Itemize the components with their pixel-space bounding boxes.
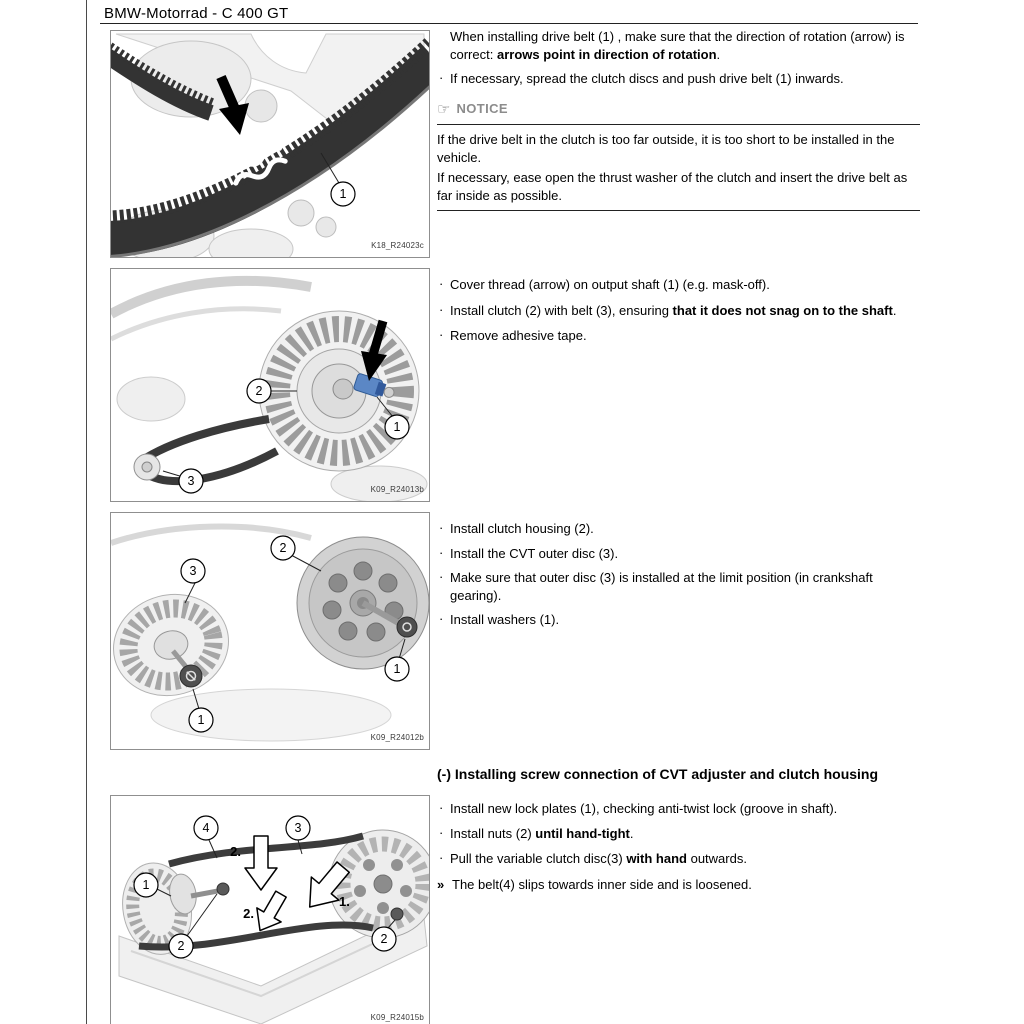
instruction-item — [437, 545, 920, 563]
bullet-icon: · — [439, 520, 444, 535]
text-run: When installing drive belt (1) , make sure that the direction of rotation (arrow) is correct: — [450, 29, 905, 62]
bullet-icon: · — [439, 327, 444, 342]
callout-label: 1 — [197, 713, 205, 727]
instruction-item — [437, 276, 920, 294]
instruction-text: Install new lock plates (1), checking anti-twist lock (groove in shaft). — [450, 801, 838, 816]
callout-label: 1 — [339, 187, 347, 201]
instruction-item — [437, 569, 920, 604]
result-text: The belt(4) slips towards inner side and is loosened. — [452, 876, 752, 892]
instruction-item — [437, 520, 920, 538]
instruction-item — [437, 611, 920, 629]
callout-label: 2 — [177, 939, 185, 953]
callout-label: 2 — [255, 384, 263, 398]
notice-hand-icon: ☞ — [437, 100, 451, 118]
left-margin-rule — [86, 0, 87, 1024]
heading-text: (-) Installing screw connection of CVT adjuster and clutch housing — [437, 766, 879, 782]
notice-divider-top — [437, 124, 920, 125]
text-run: . — [892, 302, 897, 318]
callout-label: 3 — [189, 564, 197, 578]
figure-code: K18_R24023c — [371, 240, 424, 250]
text-run-bold: until hand-tight — [535, 825, 630, 841]
bullet-icon: · — [439, 70, 444, 85]
instruction-item — [437, 825, 920, 843]
bullet-icon: · — [439, 824, 444, 840]
cvt-adjuster-illustration — [111, 796, 429, 1024]
result-item — [437, 876, 920, 894]
notice-paragraph: If necessary, ease open the thrust washer of the clutch and insert the drive belt as far inside as possible. — [437, 170, 908, 203]
instruction-text: Install washers (1). — [450, 612, 560, 627]
clutch-install-illustration — [111, 269, 429, 501]
text-run: Pull the variable clutch disc(3) — [450, 851, 627, 866]
instruction-item — [437, 850, 920, 868]
cvt-clutch-housing-illustration — [111, 513, 429, 749]
intro-paragraph — [437, 28, 920, 63]
figure-drive-belt-closeup — [110, 30, 430, 258]
instruction-item — [437, 327, 920, 345]
instruction-text: Remove adhesive tape. — [450, 328, 587, 343]
callout-label: 1 — [393, 420, 401, 434]
text-run-bold: arrows point in direction of rotation — [496, 46, 717, 62]
instruction-item — [437, 70, 920, 88]
bullet-icon: · — [439, 301, 444, 317]
bullet-icon: · — [439, 611, 444, 626]
section-screw-connection-text — [437, 800, 920, 893]
result-arrow-icon: » — [437, 876, 445, 892]
callout-label: 4 — [202, 821, 210, 835]
section-clutch-install-text — [437, 276, 920, 345]
figure-cvt-clutch-housing — [110, 512, 430, 750]
section-cvt-housing-text — [437, 520, 920, 629]
instruction-text: Install clutch housing (2). — [450, 521, 594, 536]
text-run: Install nuts (2) — [450, 825, 536, 841]
instruction-text: Install the CVT outer disc (3). — [450, 545, 619, 561]
notice-label: NOTICE — [456, 100, 508, 116]
step-arrow-label: 2. — [243, 906, 254, 921]
instruction-item — [437, 302, 920, 320]
instruction-text: If necessary, spread the clutch discs and push drive belt (1) inwards. — [450, 71, 844, 86]
drive-belt-illustration — [111, 31, 429, 257]
callout-label: 1 — [142, 878, 150, 892]
text-run: outwards. — [686, 851, 747, 866]
section-heading — [437, 766, 920, 784]
text-run: Install clutch (2) with belt (3), ensuring — [450, 302, 673, 318]
text-run-bold: with hand — [626, 851, 687, 866]
callout-label: 3 — [294, 821, 302, 835]
figure-clutch-install — [110, 268, 430, 502]
text-run: . — [629, 825, 634, 841]
instruction-text: Make sure that outer disc (3) is installed at the limit position (in crankshaft gearing). — [450, 570, 873, 603]
callout-label: 1 — [393, 662, 401, 676]
step-arrow-label: 1. — [339, 894, 350, 909]
figure-code: K09_R24015b — [370, 1012, 424, 1022]
page-title: BMW-Motorrad - C 400 GT — [104, 5, 289, 22]
notice-header — [437, 100, 920, 119]
bullet-icon: · — [439, 800, 444, 815]
figure-code: K09_R24012b — [370, 732, 424, 742]
step-arrow-label: 2. — [230, 844, 241, 859]
bullet-icon: · — [439, 569, 444, 584]
figure-code: K09_R24013b — [370, 484, 424, 494]
callout-label: 2 — [380, 932, 388, 946]
callout-label: 3 — [187, 474, 195, 488]
text-run-bold: that it does not snag on to the shaft — [672, 302, 893, 318]
bullet-icon: · — [439, 276, 444, 291]
callout-label: 2 — [279, 541, 287, 555]
figure-cvt-adjuster — [110, 795, 430, 1024]
notice-divider-bottom — [437, 210, 920, 211]
bullet-icon: · — [439, 544, 444, 560]
text-run: . — [716, 46, 721, 62]
title-divider — [100, 23, 918, 24]
notice-paragraph: If the drive belt in the clutch is too far outside, it is too short to be installed in the vehicle. — [437, 132, 895, 165]
section-drive-belt-text — [437, 28, 920, 211]
instruction-item — [437, 800, 920, 818]
bullet-icon: · — [439, 850, 444, 865]
instruction-text: Cover thread (arrow) on output shaft (1) (e.g. mask-off). — [450, 277, 770, 292]
